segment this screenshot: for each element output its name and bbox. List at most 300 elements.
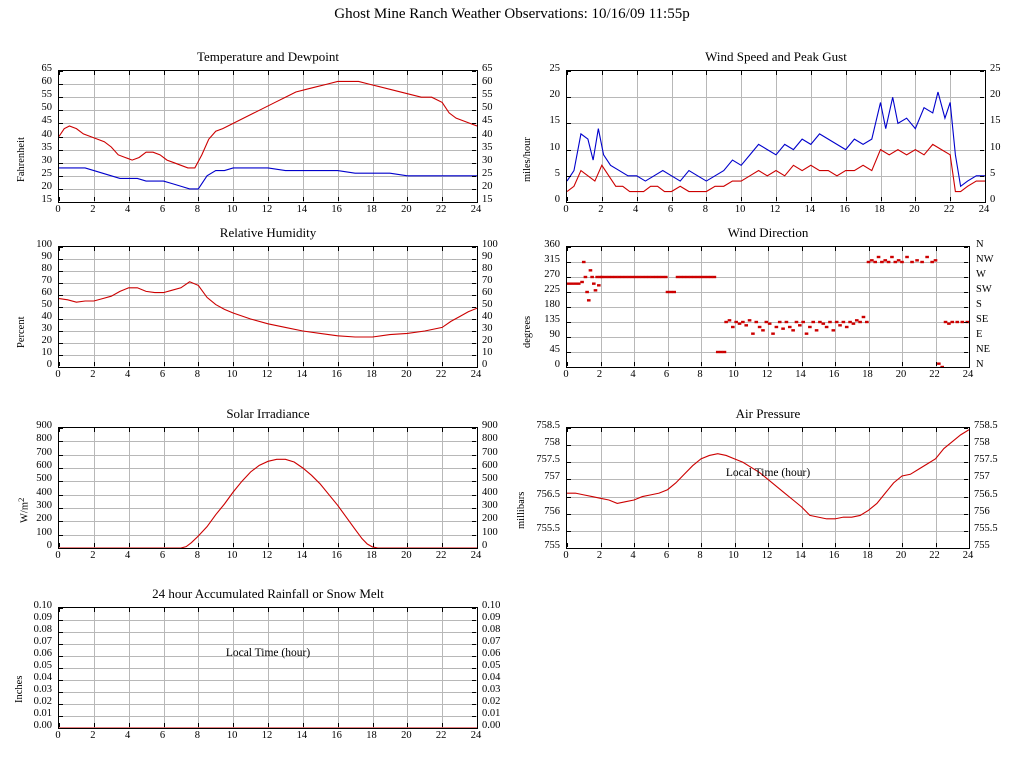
y-tick-label: 90	[549, 329, 560, 340]
y-tick-label-right: 500	[482, 473, 498, 485]
tick-mark	[268, 71, 269, 75]
tick-mark	[980, 71, 984, 72]
tick-mark	[567, 445, 571, 446]
data-point	[587, 299, 591, 301]
tick-mark	[477, 608, 478, 612]
tick-mark	[472, 481, 476, 482]
tick-mark	[129, 723, 130, 727]
tick-mark	[964, 462, 968, 463]
tick-mark	[338, 428, 339, 432]
y-tick-label-right: 0.09	[482, 612, 501, 623]
data-layer	[59, 71, 477, 202]
data-point	[620, 276, 624, 278]
y-tick-label: 20	[41, 180, 52, 192]
data-point	[689, 276, 693, 278]
data-point	[634, 276, 638, 278]
tick-mark	[442, 428, 443, 432]
x-tick-label: 2	[596, 550, 603, 561]
y-tick-label: 90	[41, 251, 52, 262]
tick-mark	[94, 362, 95, 366]
y-tick-label: 0	[554, 194, 560, 205]
tick-mark	[869, 428, 870, 432]
tick-mark	[94, 247, 95, 251]
tick-mark	[936, 247, 937, 251]
data-point	[644, 276, 648, 278]
x-tick-label: 24	[962, 550, 974, 561]
tick-mark	[672, 197, 673, 201]
data-point	[686, 276, 690, 278]
tick-mark	[472, 704, 476, 705]
y-tick-label-right: 0.05	[482, 660, 501, 671]
data-point	[693, 276, 697, 278]
data-point	[842, 321, 846, 323]
tick-mark	[964, 445, 968, 446]
data-point	[818, 321, 822, 323]
tick-mark	[59, 362, 60, 366]
x-tick-label: 14	[296, 369, 308, 380]
y-tick-label-right: 200	[482, 513, 498, 525]
data-point	[590, 276, 594, 278]
tick-mark	[964, 514, 968, 515]
x-tick-label: 20	[401, 550, 412, 561]
tick-mark	[472, 123, 476, 124]
y-tick-label: 758.5	[536, 420, 560, 431]
tick-mark	[472, 468, 476, 469]
data-point	[768, 322, 772, 324]
y-tick-label: 757.5	[536, 454, 560, 466]
y-tick-label: 40	[41, 311, 52, 322]
y-tick-label-right: 40	[482, 128, 493, 140]
data-point	[865, 321, 869, 323]
tick-mark	[477, 197, 478, 201]
y-tick-label-right: 10	[990, 141, 1001, 153]
tick-mark	[94, 71, 95, 75]
y-tick-label-right: 755	[974, 540, 990, 551]
y-tick-label-right: 15	[990, 115, 1001, 127]
tick-mark	[567, 71, 568, 75]
data-point	[751, 332, 755, 334]
axis-label-y-pressure: millibars	[516, 491, 527, 529]
tick-mark	[637, 197, 638, 201]
y-tick-label-right: 700	[482, 446, 498, 458]
tick-mark	[980, 176, 984, 177]
y-tick-label-right: 757	[974, 471, 990, 483]
data-point	[950, 321, 954, 323]
data-layer	[59, 608, 477, 728]
x-tick-label: 24	[470, 204, 482, 215]
x-tick-label: 22	[435, 204, 447, 215]
tick-mark	[980, 97, 984, 98]
x-tick-label: 0	[55, 369, 61, 380]
y-tick-label: 40	[41, 128, 52, 140]
data-point	[815, 329, 819, 331]
tick-mark	[567, 362, 568, 366]
x-tick-label: 12	[261, 730, 273, 741]
tick-mark	[477, 71, 478, 75]
tick-mark	[735, 247, 736, 251]
tick-mark	[902, 428, 903, 432]
y-tick-label-right: 25	[990, 63, 1001, 74]
tick-mark	[472, 71, 476, 72]
tick-mark	[268, 197, 269, 201]
x-tick-label: 4	[633, 204, 639, 215]
data-point	[862, 316, 866, 318]
tick-mark	[964, 548, 968, 549]
data-point	[600, 276, 604, 278]
tick-mark	[902, 362, 903, 366]
data-series-line	[567, 144, 985, 191]
x-tick-label: 12	[261, 204, 273, 215]
data-point	[848, 321, 852, 323]
y-tick-label-direction: NW	[976, 254, 994, 265]
y-tick-label: 15	[549, 115, 560, 127]
tick-mark	[472, 608, 476, 609]
y-tick-label: 25	[549, 63, 560, 74]
data-point	[595, 276, 599, 278]
data-point	[672, 291, 676, 293]
y-tick-label: 270	[544, 269, 560, 280]
y-tick-label-right: 400	[482, 486, 498, 498]
tick-mark	[472, 620, 476, 621]
data-point	[798, 324, 802, 326]
x-tick-label: 20	[909, 204, 920, 215]
tick-mark	[634, 543, 635, 547]
x-tick-label: 4	[125, 204, 131, 215]
y-tick-label-right: 20	[482, 180, 493, 192]
y-tick-label: 400	[36, 486, 52, 498]
tick-mark	[964, 337, 968, 338]
x-tick-label: 20	[401, 369, 412, 380]
data-point	[883, 259, 887, 261]
x-tick-label: 6	[663, 550, 670, 561]
tick-mark	[268, 247, 269, 251]
y-tick-label-right: 40	[482, 311, 493, 322]
axis-label-y-solar: $W/m^2$	[16, 497, 31, 523]
tick-mark	[59, 535, 63, 536]
y-tick-label-right: 0	[990, 194, 996, 205]
tick-mark	[567, 479, 571, 480]
tick-mark	[233, 362, 234, 366]
tick-mark	[303, 71, 304, 75]
x-tick-label: 6	[159, 204, 166, 215]
tick-mark	[567, 543, 568, 547]
tick-mark	[567, 150, 571, 151]
tick-mark	[472, 367, 476, 368]
data-point	[808, 326, 812, 328]
y-tick-label-right: 65	[482, 63, 493, 74]
tick-mark	[964, 322, 968, 323]
data-point	[838, 324, 842, 326]
x-tick-label: 20	[401, 730, 412, 741]
x-tick-label: 2	[90, 204, 96, 215]
x-tick-label: 4	[630, 550, 636, 561]
y-tick-label: 50	[41, 299, 52, 310]
tick-mark	[303, 723, 304, 727]
tick-mark	[407, 71, 408, 75]
y-tick-label-right: 0.00	[482, 720, 501, 731]
tick-mark	[567, 514, 571, 515]
chart-title-humidity: Relative Humidity	[219, 225, 317, 240]
tick-mark	[567, 307, 571, 308]
chart-rainfall	[14, 586, 501, 741]
data-point	[728, 319, 732, 321]
y-tick-label-right: 30	[482, 154, 493, 166]
y-tick-label-right: 50	[482, 102, 493, 114]
data-layer	[59, 247, 477, 367]
tick-mark	[129, 197, 130, 201]
tick-mark	[637, 71, 638, 75]
tick-mark	[407, 543, 408, 547]
tick-mark	[198, 71, 199, 75]
x-tick-label: 16	[331, 550, 342, 561]
tick-mark	[776, 71, 777, 75]
tick-mark	[768, 428, 769, 432]
y-tick-label: 0.07	[33, 636, 52, 647]
data-point	[771, 332, 775, 334]
chart-title-wind: Wind Speed and Peak Gust	[705, 49, 847, 64]
y-tick-label-right: 35	[482, 141, 493, 153]
tick-mark	[701, 543, 702, 547]
y-tick-label: 757	[544, 471, 560, 483]
tick-mark	[407, 723, 408, 727]
y-tick-label: 20	[41, 335, 52, 346]
tick-mark	[373, 543, 374, 547]
tick-mark	[969, 362, 970, 366]
tick-mark	[472, 110, 476, 111]
tick-mark	[407, 197, 408, 201]
data-point	[574, 282, 578, 284]
tick-mark	[668, 247, 669, 251]
y-tick-label-right: 10	[482, 347, 493, 358]
tick-mark	[59, 202, 63, 203]
y-tick-label: 200	[36, 513, 52, 525]
y-tick-label-right: 20	[482, 335, 493, 346]
tick-mark	[472, 508, 476, 509]
tick-mark	[567, 262, 571, 263]
data-point	[631, 276, 635, 278]
x-tick-label: 2	[596, 369, 603, 380]
plot-area-rainfall	[58, 607, 478, 729]
tick-mark	[768, 247, 769, 251]
y-tick-label-right: 25	[482, 167, 493, 179]
y-tick-label: 10	[41, 347, 52, 358]
tick-mark	[472, 271, 476, 272]
data-point	[716, 351, 720, 353]
x-tick-label: 2	[90, 730, 96, 741]
y-tick-label: 0.01	[33, 708, 52, 719]
tick-mark	[59, 608, 60, 612]
tick-mark	[950, 71, 951, 75]
y-tick-label: 0.03	[33, 684, 52, 695]
tick-mark	[701, 247, 702, 251]
tick-mark	[59, 271, 63, 272]
data-point	[890, 256, 894, 258]
data-point	[775, 326, 779, 328]
y-tick-label: 758	[544, 437, 560, 449]
data-point	[801, 321, 805, 323]
data-series-line	[59, 168, 477, 189]
tick-mark	[634, 428, 635, 432]
tick-mark	[601, 247, 602, 251]
tick-mark	[198, 723, 199, 727]
tick-mark	[936, 543, 937, 547]
y-tick-label: 45	[41, 115, 52, 127]
y-tick-label-direction: NE	[976, 344, 990, 355]
x-tick-label: 16	[839, 204, 850, 215]
tick-mark	[835, 543, 836, 547]
y-tick-label: 0	[554, 359, 560, 370]
tick-mark	[472, 295, 476, 296]
tick-mark	[472, 247, 476, 248]
tick-mark	[472, 97, 476, 98]
data-point	[682, 276, 686, 278]
tick-mark	[980, 150, 984, 151]
x-tick-label: 24	[470, 730, 482, 741]
x-tick-label: 18	[366, 369, 377, 380]
tick-mark	[985, 71, 986, 75]
axis-label-y-humidity: Percent	[16, 316, 27, 348]
y-tick-label: 35	[41, 141, 52, 153]
tick-mark	[985, 197, 986, 201]
data-point	[785, 321, 789, 323]
tick-mark	[915, 197, 916, 201]
tick-mark	[442, 197, 443, 201]
tick-mark	[198, 197, 199, 201]
y-tick-label: 60	[41, 287, 52, 298]
y-tick-label-right: 756.5	[974, 488, 998, 500]
tick-mark	[964, 497, 968, 498]
y-tick-label: 80	[41, 263, 52, 274]
y-tick-label: 900	[36, 420, 52, 431]
plot-area-temperature	[58, 70, 478, 203]
tick-mark	[164, 428, 165, 432]
data-point	[617, 276, 621, 278]
tick-mark	[567, 197, 568, 201]
data-point	[940, 366, 944, 368]
plot-area-wind	[566, 70, 986, 203]
tick-mark	[477, 543, 478, 547]
data-point	[731, 326, 735, 328]
data-point	[607, 276, 611, 278]
tick-mark	[668, 362, 669, 366]
tick-mark	[477, 723, 478, 727]
data-point	[900, 261, 904, 263]
tick-mark	[59, 692, 63, 693]
data-point	[887, 261, 891, 263]
data-point	[651, 276, 655, 278]
data-series-line	[59, 81, 477, 167]
tick-mark	[442, 608, 443, 612]
plot-area-wind-direction	[566, 246, 970, 368]
tick-mark	[373, 71, 374, 75]
data-point	[679, 276, 683, 278]
y-tick-label: 60	[41, 76, 52, 88]
data-point	[604, 276, 608, 278]
tick-mark	[472, 163, 476, 164]
tick-mark	[936, 362, 937, 366]
data-point	[738, 322, 742, 324]
x-tick-label: 2	[598, 204, 604, 215]
tick-mark	[338, 608, 339, 612]
x-tick-label: 6	[667, 204, 674, 215]
tick-mark	[59, 548, 63, 549]
y-tick-label: 0	[46, 540, 52, 551]
tick-mark	[768, 362, 769, 366]
data-point	[641, 276, 645, 278]
tick-mark	[198, 362, 199, 366]
data-point	[744, 324, 748, 326]
y-tick-label-right: 0	[482, 359, 488, 370]
tick-mark	[407, 247, 408, 251]
y-tick-label-right: 100	[482, 239, 498, 250]
tick-mark	[164, 362, 165, 366]
y-tick-label: 300	[36, 500, 52, 511]
x-tick-label: 0	[563, 369, 569, 380]
tick-mark	[59, 110, 63, 111]
x-tick-label: 10	[226, 369, 238, 380]
data-point	[858, 321, 862, 323]
tick-mark	[59, 668, 63, 669]
x-tick-label: 10	[728, 369, 739, 380]
tick-mark	[303, 428, 304, 432]
tick-mark	[59, 176, 63, 177]
tick-mark	[964, 292, 968, 293]
tick-mark	[964, 531, 968, 532]
y-tick-label: 100	[36, 526, 52, 538]
y-tick-label: 15	[41, 194, 52, 205]
tick-mark	[472, 343, 476, 344]
tick-mark	[472, 495, 476, 496]
y-tick-label-direction: SE	[976, 314, 989, 325]
tick-mark	[164, 608, 165, 612]
data-point	[584, 276, 588, 278]
x-tick-label: 10	[226, 730, 238, 741]
data-point	[724, 321, 728, 323]
tick-mark	[802, 362, 803, 366]
y-tick-label-right: 45	[482, 115, 493, 127]
tick-mark	[129, 608, 130, 612]
tick-mark	[835, 362, 836, 366]
tick-mark	[303, 362, 304, 366]
data-point	[676, 276, 680, 278]
y-tick-label-right: 758.5	[974, 420, 998, 431]
tick-mark	[936, 428, 937, 432]
y-tick-label-direction: E	[976, 329, 983, 340]
tick-mark	[735, 428, 736, 432]
data-point	[696, 276, 700, 278]
x-tick-label: 18	[366, 204, 377, 215]
data-point	[589, 269, 593, 271]
tick-mark	[59, 632, 63, 633]
chart-wind	[522, 49, 1001, 215]
tick-mark	[129, 71, 130, 75]
y-tick-label: 0	[46, 359, 52, 370]
tick-mark	[472, 319, 476, 320]
data-point	[821, 322, 825, 324]
x-tick-label: 24	[978, 204, 990, 215]
tick-mark	[407, 362, 408, 366]
data-point	[577, 282, 581, 284]
tick-mark	[869, 543, 870, 547]
tick-mark	[701, 428, 702, 432]
x-tick-label: 12	[761, 550, 773, 561]
tick-mark	[303, 608, 304, 612]
data-point	[944, 321, 948, 323]
x-tick-label: 14	[795, 369, 806, 380]
x-tick-label: 2	[90, 369, 96, 380]
tick-mark	[59, 331, 63, 332]
x-tick-label: 22	[929, 550, 940, 561]
